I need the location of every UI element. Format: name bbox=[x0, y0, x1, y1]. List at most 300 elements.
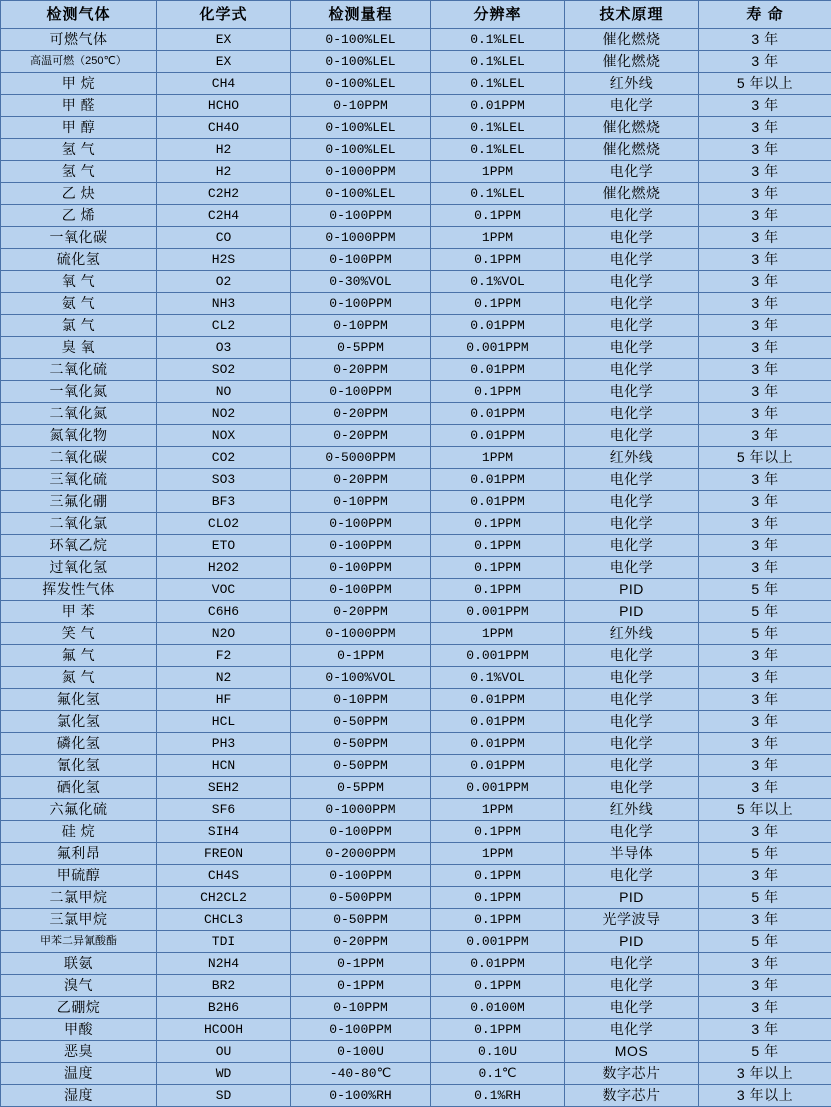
table-cell: 3 年 bbox=[699, 645, 831, 667]
table-cell: 5 年以上 bbox=[699, 447, 831, 469]
table-cell: 电化学 bbox=[565, 271, 699, 293]
table-cell: PID bbox=[565, 601, 699, 623]
table-cell: 5 年 bbox=[699, 931, 831, 953]
table-cell: 0-1PPM bbox=[291, 953, 431, 975]
table-cell: C6H6 bbox=[157, 601, 291, 623]
table-cell: 0-10PPM bbox=[291, 997, 431, 1019]
table-cell: CLO2 bbox=[157, 513, 291, 535]
table-cell: 二氧化氮 bbox=[1, 403, 157, 425]
table-cell: FREON bbox=[157, 843, 291, 865]
table-cell: CL2 bbox=[157, 315, 291, 337]
table-cell: 0-20PPM bbox=[291, 469, 431, 491]
table-cell: 0.1%LEL bbox=[431, 117, 565, 139]
table-row bbox=[1, 557, 831, 579]
table-row bbox=[1, 645, 831, 667]
table-row bbox=[1, 139, 831, 161]
table-cell: 电化学 bbox=[565, 645, 699, 667]
table-cell: 0-1000PPM bbox=[291, 799, 431, 821]
table-cell: 0.01PPM bbox=[431, 491, 565, 513]
table-row bbox=[1, 887, 831, 909]
table-row bbox=[1, 1019, 831, 1041]
table-cell: 3 年 bbox=[699, 139, 831, 161]
table-cell: C2H4 bbox=[157, 205, 291, 227]
table-cell: 3 年 bbox=[699, 865, 831, 887]
table-cell: 甲酸 bbox=[1, 1019, 157, 1041]
table-cell: 3 年 bbox=[699, 667, 831, 689]
table-cell: 甲苯二异氰酸酯 bbox=[1, 931, 157, 953]
table-row bbox=[1, 909, 831, 931]
table-cell: 3 年 bbox=[699, 733, 831, 755]
table-cell: 0.1PPM bbox=[431, 535, 565, 557]
table-cell: 电化学 bbox=[565, 249, 699, 271]
table-cell: CH4S bbox=[157, 865, 291, 887]
table-cell: 催化燃烧 bbox=[565, 183, 699, 205]
table-cell: 数字芯片 bbox=[565, 1063, 699, 1085]
table-cell: 0.1PPM bbox=[431, 579, 565, 601]
table-cell: 恶臭 bbox=[1, 1041, 157, 1063]
table-cell: 0-5000PPM bbox=[291, 447, 431, 469]
table-cell: 0-50PPM bbox=[291, 711, 431, 733]
table-cell: 0.01PPM bbox=[431, 755, 565, 777]
table-cell: 5 年 bbox=[699, 623, 831, 645]
table-row bbox=[1, 315, 831, 337]
table-cell: 氢 气 bbox=[1, 161, 157, 183]
table-row bbox=[1, 205, 831, 227]
table-cell: 0-100PPM bbox=[291, 205, 431, 227]
table-cell: 电化学 bbox=[565, 733, 699, 755]
table-cell: 3 年 bbox=[699, 997, 831, 1019]
table-cell: 电化学 bbox=[565, 997, 699, 1019]
header-cell-formula: 化学式 bbox=[157, 1, 291, 29]
table-cell: 红外线 bbox=[565, 799, 699, 821]
table-row bbox=[1, 1085, 831, 1107]
table-cell: 电化学 bbox=[565, 293, 699, 315]
table-cell: 氯 气 bbox=[1, 315, 157, 337]
table-cell: 过氧化氢 bbox=[1, 557, 157, 579]
table-cell: 0-20PPM bbox=[291, 403, 431, 425]
table-cell: 0-100PPM bbox=[291, 579, 431, 601]
table-cell: 3 年 bbox=[699, 975, 831, 997]
table-cell: 3 年 bbox=[699, 249, 831, 271]
table-cell: 0-20PPM bbox=[291, 425, 431, 447]
header-row bbox=[1, 1, 831, 29]
table-cell: 3 年 bbox=[699, 535, 831, 557]
table-cell: 0.01PPM bbox=[431, 425, 565, 447]
table-cell: 5 年 bbox=[699, 843, 831, 865]
table-cell: 0.01PPM bbox=[431, 403, 565, 425]
table-cell: 0-50PPM bbox=[291, 733, 431, 755]
table-cell: 3 年 bbox=[699, 293, 831, 315]
table-cell: 红外线 bbox=[565, 73, 699, 95]
table-row bbox=[1, 469, 831, 491]
table-row bbox=[1, 359, 831, 381]
table-cell: 二氯甲烷 bbox=[1, 887, 157, 909]
table-row bbox=[1, 293, 831, 315]
table-cell: 3 年 bbox=[699, 381, 831, 403]
table-cell: 二氧化氯 bbox=[1, 513, 157, 535]
table-cell: PH3 bbox=[157, 733, 291, 755]
table-cell: 0.1PPM bbox=[431, 293, 565, 315]
table-cell: 0.1PPM bbox=[431, 887, 565, 909]
table-cell: 0.01PPM bbox=[431, 689, 565, 711]
table-cell: 电化学 bbox=[565, 359, 699, 381]
table-cell: 0.10U bbox=[431, 1041, 565, 1063]
table-row bbox=[1, 513, 831, 535]
table-cell: 催化燃烧 bbox=[565, 139, 699, 161]
table-cell: 3 年 bbox=[699, 29, 831, 51]
table-cell: B2H6 bbox=[157, 997, 291, 1019]
table-row bbox=[1, 95, 831, 117]
table-cell: 0.1%LEL bbox=[431, 29, 565, 51]
table-row bbox=[1, 447, 831, 469]
table-cell: 甲 苯 bbox=[1, 601, 157, 623]
table-cell: EX bbox=[157, 51, 291, 73]
table-row bbox=[1, 249, 831, 271]
table-cell: 3 年 bbox=[699, 271, 831, 293]
table-cell: 氟 气 bbox=[1, 645, 157, 667]
table-row bbox=[1, 271, 831, 293]
table-cell: 1PPM bbox=[431, 447, 565, 469]
table-cell: 催化燃烧 bbox=[565, 29, 699, 51]
table-cell: H2 bbox=[157, 139, 291, 161]
table-cell: 联氨 bbox=[1, 953, 157, 975]
table-cell: SO2 bbox=[157, 359, 291, 381]
table-cell: 0.001PPM bbox=[431, 601, 565, 623]
table-cell: CO2 bbox=[157, 447, 291, 469]
table-cell: 数字芯片 bbox=[565, 1085, 699, 1107]
table-cell: 3 年 bbox=[699, 755, 831, 777]
table-cell: 3 年 bbox=[699, 403, 831, 425]
table-cell: 甲 醇 bbox=[1, 117, 157, 139]
table-cell: 0.01PPM bbox=[431, 733, 565, 755]
table-cell: 3 年 bbox=[699, 51, 831, 73]
table-cell: HF bbox=[157, 689, 291, 711]
table-cell: 电化学 bbox=[565, 161, 699, 183]
table-cell: 0-100%LEL bbox=[291, 51, 431, 73]
table-row bbox=[1, 1041, 831, 1063]
table-cell: VOC bbox=[157, 579, 291, 601]
table-cell: 0-20PPM bbox=[291, 601, 431, 623]
table-cell: 3 年 bbox=[699, 821, 831, 843]
table-cell: 电化学 bbox=[565, 975, 699, 997]
table-cell: 湿度 bbox=[1, 1085, 157, 1107]
table-cell: 电化学 bbox=[565, 469, 699, 491]
table-cell: 0-100%VOL bbox=[291, 667, 431, 689]
table-cell: SEH2 bbox=[157, 777, 291, 799]
header-cell-resolution: 分辨率 bbox=[431, 1, 565, 29]
table-row bbox=[1, 601, 831, 623]
table-cell: 电化学 bbox=[565, 535, 699, 557]
table-cell: 电化学 bbox=[565, 315, 699, 337]
table-cell: N2O bbox=[157, 623, 291, 645]
table-cell: 0.1PPM bbox=[431, 865, 565, 887]
table-cell: 0.1%LEL bbox=[431, 183, 565, 205]
table-cell: 挥发性气体 bbox=[1, 579, 157, 601]
table-cell: 氰化氢 bbox=[1, 755, 157, 777]
table-cell: 0-10PPM bbox=[291, 95, 431, 117]
table-cell: 0-10PPM bbox=[291, 689, 431, 711]
table-cell: 0-100PPM bbox=[291, 293, 431, 315]
table-cell: 3 年 bbox=[699, 469, 831, 491]
table-cell: WD bbox=[157, 1063, 291, 1085]
table-row bbox=[1, 73, 831, 95]
table-cell: 3 年 bbox=[699, 227, 831, 249]
table-cell: 氧 气 bbox=[1, 271, 157, 293]
table-cell: 0-1000PPM bbox=[291, 227, 431, 249]
table-row bbox=[1, 117, 831, 139]
table-cell: 0-500PPM bbox=[291, 887, 431, 909]
table-cell: 0.1PPM bbox=[431, 557, 565, 579]
header-cell-range: 检测量程 bbox=[291, 1, 431, 29]
table-cell: 甲硫醇 bbox=[1, 865, 157, 887]
table-cell: 电化学 bbox=[565, 689, 699, 711]
table-header bbox=[1, 1, 831, 29]
table-cell: 0.1PPM bbox=[431, 975, 565, 997]
table-cell: 1PPM bbox=[431, 799, 565, 821]
table-cell: CH4O bbox=[157, 117, 291, 139]
table-cell: 催化燃烧 bbox=[565, 51, 699, 73]
table-cell: 溴气 bbox=[1, 975, 157, 997]
table-cell: 0-30%VOL bbox=[291, 271, 431, 293]
table-row bbox=[1, 975, 831, 997]
table-cell: 电化学 bbox=[565, 821, 699, 843]
table-cell: 红外线 bbox=[565, 447, 699, 469]
table-row bbox=[1, 821, 831, 843]
table-cell: 3 年 bbox=[699, 491, 831, 513]
table-cell: 0-100PPM bbox=[291, 381, 431, 403]
table-cell: 0-100%LEL bbox=[291, 139, 431, 161]
table-cell: 3 年 bbox=[699, 117, 831, 139]
table-cell: 3 年 bbox=[699, 161, 831, 183]
table-cell: NO bbox=[157, 381, 291, 403]
table-cell: O2 bbox=[157, 271, 291, 293]
table-cell: 0-50PPM bbox=[291, 909, 431, 931]
table-cell: NH3 bbox=[157, 293, 291, 315]
table-row bbox=[1, 161, 831, 183]
table-cell: PID bbox=[565, 579, 699, 601]
table-cell: 0.1%LEL bbox=[431, 139, 565, 161]
table-cell: 氮氧化物 bbox=[1, 425, 157, 447]
table-cell: 0.1PPM bbox=[431, 909, 565, 931]
table-cell: 3 年 bbox=[699, 337, 831, 359]
table-cell: ETO bbox=[157, 535, 291, 557]
table-cell: 0.01PPM bbox=[431, 359, 565, 381]
table-cell: 0-5PPM bbox=[291, 337, 431, 359]
table-cell: F2 bbox=[157, 645, 291, 667]
table-cell: 0.1PPM bbox=[431, 205, 565, 227]
table-row bbox=[1, 997, 831, 1019]
table-cell: 0.01PPM bbox=[431, 711, 565, 733]
table-cell: 3 年 bbox=[699, 953, 831, 975]
table-cell: 0.001PPM bbox=[431, 777, 565, 799]
table-cell: 0.1%LEL bbox=[431, 51, 565, 73]
table-cell: SF6 bbox=[157, 799, 291, 821]
table-cell: 半导体 bbox=[565, 843, 699, 865]
table-cell: HCN bbox=[157, 755, 291, 777]
table-cell: 0.01PPM bbox=[431, 953, 565, 975]
table-cell: 1PPM bbox=[431, 161, 565, 183]
table-cell: 3 年 bbox=[699, 183, 831, 205]
table-cell: 催化燃烧 bbox=[565, 117, 699, 139]
table-cell: CHCL3 bbox=[157, 909, 291, 931]
table-cell: 氮 气 bbox=[1, 667, 157, 689]
table-cell: 电化学 bbox=[565, 557, 699, 579]
table-cell: 电化学 bbox=[565, 403, 699, 425]
table-cell: 3 年 bbox=[699, 315, 831, 337]
table-cell: 0.1%RH bbox=[431, 1085, 565, 1107]
table-cell: 0.01PPM bbox=[431, 95, 565, 117]
header-cell-principle: 技术原理 bbox=[565, 1, 699, 29]
table-row bbox=[1, 843, 831, 865]
table-cell: 温度 bbox=[1, 1063, 157, 1085]
table-cell: OU bbox=[157, 1041, 291, 1063]
table-cell: SIH4 bbox=[157, 821, 291, 843]
table-row bbox=[1, 1063, 831, 1085]
table-cell: NO2 bbox=[157, 403, 291, 425]
table-row bbox=[1, 425, 831, 447]
table-cell: HCHO bbox=[157, 95, 291, 117]
table-cell: 3 年 bbox=[699, 95, 831, 117]
table-row bbox=[1, 579, 831, 601]
table-cell: 电化学 bbox=[565, 513, 699, 535]
table-cell: 氟化氢 bbox=[1, 689, 157, 711]
table-cell: 3 年 bbox=[699, 513, 831, 535]
table-cell: 电化学 bbox=[565, 95, 699, 117]
table-cell: CO bbox=[157, 227, 291, 249]
table-cell: 0-1000PPM bbox=[291, 623, 431, 645]
table-cell: H2 bbox=[157, 161, 291, 183]
header-cell-lifetime: 寿 命 bbox=[699, 1, 831, 29]
table-cell: 0-20PPM bbox=[291, 931, 431, 953]
table-cell: 3 年 bbox=[699, 425, 831, 447]
table-cell: 1PPM bbox=[431, 227, 565, 249]
table-row bbox=[1, 491, 831, 513]
table-cell: 0.1PPM bbox=[431, 381, 565, 403]
table-cell: 电化学 bbox=[565, 491, 699, 513]
table-cell: 5 年以上 bbox=[699, 73, 831, 95]
table-cell: MOS bbox=[565, 1041, 699, 1063]
table-row bbox=[1, 931, 831, 953]
table-cell: 二氧化硫 bbox=[1, 359, 157, 381]
table-cell: -40-80℃ bbox=[291, 1063, 431, 1085]
table-cell: 0.001PPM bbox=[431, 645, 565, 667]
table-cell: O3 bbox=[157, 337, 291, 359]
table-cell: 0-100%LEL bbox=[291, 73, 431, 95]
table-cell: 0.01PPM bbox=[431, 315, 565, 337]
table-row bbox=[1, 953, 831, 975]
table-cell: 0-100PPM bbox=[291, 557, 431, 579]
table-cell: 电化学 bbox=[565, 667, 699, 689]
table-cell: 0-100U bbox=[291, 1041, 431, 1063]
table-cell: 笑 气 bbox=[1, 623, 157, 645]
table-row bbox=[1, 337, 831, 359]
table-cell: 3 年 bbox=[699, 205, 831, 227]
table-cell: 0.001PPM bbox=[431, 337, 565, 359]
table-cell: 电化学 bbox=[565, 205, 699, 227]
table-cell: TDI bbox=[157, 931, 291, 953]
table-cell: 电化学 bbox=[565, 711, 699, 733]
table-row bbox=[1, 711, 831, 733]
table-cell: 0-1PPM bbox=[291, 975, 431, 997]
table-cell: 0-10PPM bbox=[291, 491, 431, 513]
table-cell: 0-100PPM bbox=[291, 1019, 431, 1041]
table-cell: 氟利昂 bbox=[1, 843, 157, 865]
table-cell: 红外线 bbox=[565, 623, 699, 645]
table-cell: 0-1PPM bbox=[291, 645, 431, 667]
table-cell: 可燃气体 bbox=[1, 29, 157, 51]
table-cell: BR2 bbox=[157, 975, 291, 997]
table-cell: 0.1PPM bbox=[431, 1019, 565, 1041]
table-row bbox=[1, 733, 831, 755]
table-cell: H2O2 bbox=[157, 557, 291, 579]
table-cell: 3 年 bbox=[699, 689, 831, 711]
table-cell: 0-100%LEL bbox=[291, 29, 431, 51]
table-cell: 二氧化碳 bbox=[1, 447, 157, 469]
table-cell: 一氧化氮 bbox=[1, 381, 157, 403]
table-cell: 0-50PPM bbox=[291, 755, 431, 777]
table-cell: 0-2000PPM bbox=[291, 843, 431, 865]
table-row bbox=[1, 381, 831, 403]
table-row bbox=[1, 29, 831, 51]
table-cell: 0.1℃ bbox=[431, 1063, 565, 1085]
table-cell: 3 年 bbox=[699, 777, 831, 799]
table-row bbox=[1, 51, 831, 73]
table-cell: 硫化氢 bbox=[1, 249, 157, 271]
table-cell: SD bbox=[157, 1085, 291, 1107]
table-row bbox=[1, 799, 831, 821]
table-cell: 0-100PPM bbox=[291, 535, 431, 557]
table-cell: 电化学 bbox=[565, 1019, 699, 1041]
table-cell: 电化学 bbox=[565, 381, 699, 403]
table-cell: 电化学 bbox=[565, 755, 699, 777]
table-cell: 5 年以上 bbox=[699, 799, 831, 821]
table-row bbox=[1, 227, 831, 249]
table-cell: HCL bbox=[157, 711, 291, 733]
table-cell: 0.01PPM bbox=[431, 469, 565, 491]
table-cell: 0-100PPM bbox=[291, 865, 431, 887]
table-cell: 0-100PPM bbox=[291, 821, 431, 843]
table-cell: 5 年 bbox=[699, 579, 831, 601]
table-cell: 3 年 bbox=[699, 359, 831, 381]
table-cell: 硅 烷 bbox=[1, 821, 157, 843]
table-cell: N2 bbox=[157, 667, 291, 689]
table-cell: 5 年 bbox=[699, 887, 831, 909]
table-cell: 乙硼烷 bbox=[1, 997, 157, 1019]
table-cell: 臭 氧 bbox=[1, 337, 157, 359]
table-cell: 3 年以上 bbox=[699, 1063, 831, 1085]
table-body bbox=[1, 29, 831, 1107]
table-cell: 3 年 bbox=[699, 711, 831, 733]
table-cell: 0.1PPM bbox=[431, 513, 565, 535]
table-row bbox=[1, 667, 831, 689]
table-cell: 0.1PPM bbox=[431, 249, 565, 271]
table-cell: 3 年 bbox=[699, 1019, 831, 1041]
table-cell: 3 年 bbox=[699, 557, 831, 579]
table-cell: 0-100PPM bbox=[291, 513, 431, 535]
table-cell: C2H2 bbox=[157, 183, 291, 205]
table-cell: CH2CL2 bbox=[157, 887, 291, 909]
table-cell: 0.1%VOL bbox=[431, 271, 565, 293]
table-cell: H2S bbox=[157, 249, 291, 271]
table-cell: SO3 bbox=[157, 469, 291, 491]
table-row bbox=[1, 689, 831, 711]
table-cell: 0.0100M bbox=[431, 997, 565, 1019]
table-cell: 乙 炔 bbox=[1, 183, 157, 205]
table-cell: N2H4 bbox=[157, 953, 291, 975]
table-cell: 甲 醛 bbox=[1, 95, 157, 117]
table-cell: 高温可燃（250℃） bbox=[1, 51, 157, 73]
table-cell: 电化学 bbox=[565, 953, 699, 975]
